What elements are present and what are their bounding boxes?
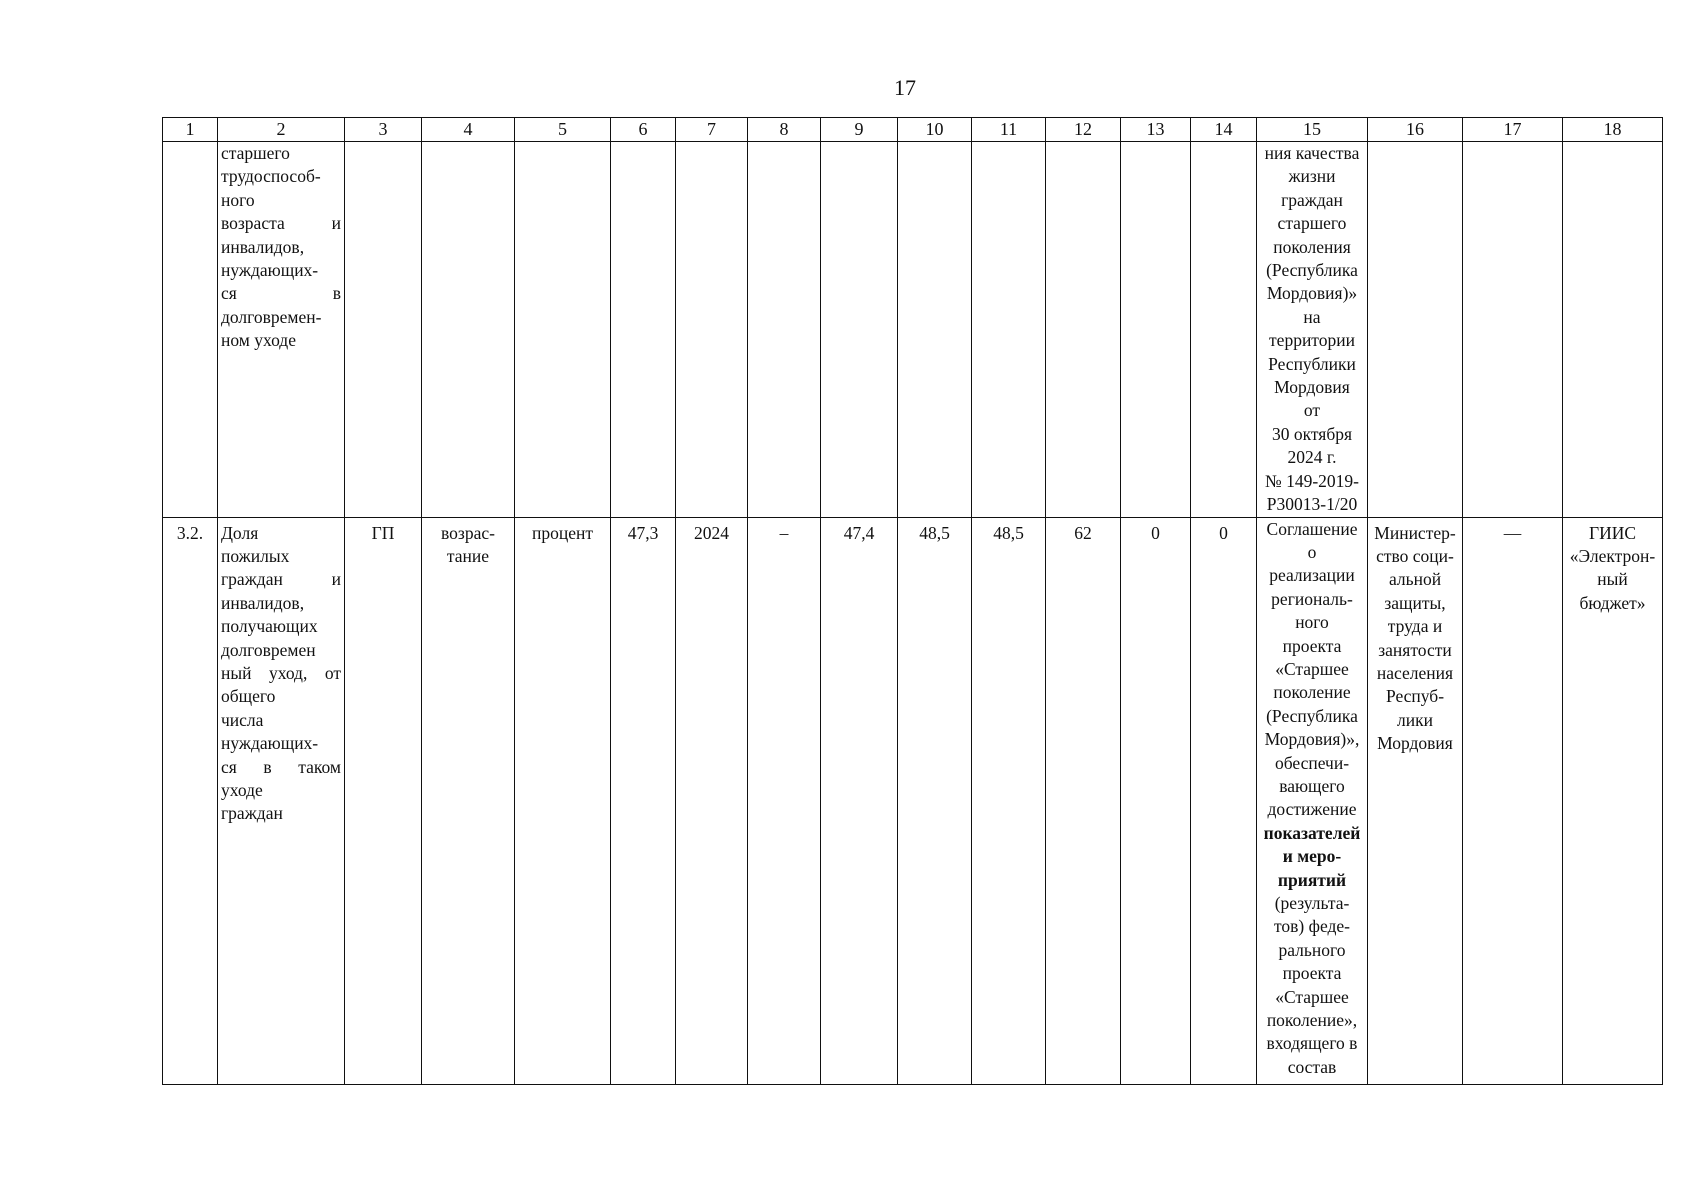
text-line: 30 октября (1271, 423, 1353, 444)
text-line: ся в таком (221, 756, 341, 777)
text-line: трудоспособ- (221, 166, 321, 187)
text-line: Соглашение (1266, 518, 1358, 539)
indicators-table (162, 117, 1663, 1085)
text-line: Р30013-1/20 (1266, 494, 1358, 515)
text-line: Респуб- (1385, 686, 1445, 707)
text-line: общего (221, 686, 276, 707)
cell (1463, 142, 1563, 518)
text-line: Мордовия (1377, 733, 1453, 754)
text-line: приятий (1277, 869, 1347, 890)
text-line: проекта (1282, 635, 1342, 656)
text-line: и меро- (1282, 846, 1342, 867)
text-line: Мордовия (1274, 377, 1350, 398)
text-line: региональ- (1271, 588, 1353, 609)
text-line: поколение», (1266, 1010, 1358, 1031)
text-line: тание (446, 545, 490, 566)
text-line: ГИИС (1588, 522, 1637, 543)
header-cell: 1 (163, 118, 218, 142)
header-cell: 14 (1191, 118, 1257, 142)
text-line: от (1303, 400, 1321, 421)
text-line: занятости (1378, 639, 1452, 660)
indicator-name-continued (218, 142, 345, 518)
text-line: ного (221, 189, 255, 210)
text-line: ния качества (1264, 143, 1360, 163)
value-col11: 48,5 (972, 517, 1046, 1084)
table-row-3-2 (163, 517, 1663, 1084)
cell (611, 142, 676, 518)
header-cell: 7 (676, 118, 748, 142)
text-line: показателей (1263, 822, 1361, 843)
text-line: уходе (221, 779, 263, 800)
source-document-cell (1257, 517, 1368, 1084)
text-line: «Старшее (1275, 986, 1349, 1007)
cell (898, 142, 972, 518)
cell (676, 142, 748, 518)
base-value-cell: 47,3 (611, 517, 676, 1084)
text-line: (Республика (1266, 260, 1358, 281)
header-cell: 4 (422, 118, 515, 142)
continuation-row (163, 142, 1663, 518)
header-cell: 17 (1463, 118, 1563, 142)
text-line: старшего (1277, 213, 1347, 234)
text-line: старшего (221, 143, 290, 163)
text-line: проекта (1282, 963, 1342, 984)
text-line: Республики (1268, 353, 1356, 374)
responsible-cell (1368, 517, 1463, 1084)
base-year-cell: 2024 (676, 517, 748, 1084)
level-cell: ГП (345, 517, 422, 1084)
header-cell: 18 (1563, 118, 1663, 142)
text-line: граждан и (221, 569, 341, 590)
text-line: долговремен- (221, 306, 322, 327)
text-line: реализации (1269, 565, 1355, 586)
text-line: территории (1269, 330, 1355, 351)
value-col12: 62 (1046, 517, 1121, 1084)
header-cell: 6 (611, 118, 676, 142)
text-line: лики (1397, 709, 1433, 730)
text-line: защиты, (1384, 592, 1446, 613)
text-line: населения (1376, 662, 1454, 683)
text-line: тов) феде- (1273, 916, 1350, 937)
value-col17: — (1463, 517, 1563, 1084)
cell (1046, 142, 1121, 518)
value-col10: 48,5 (898, 517, 972, 1084)
text-line: ся в (221, 283, 341, 304)
text-line: 2024 г. (1287, 447, 1337, 468)
header-cell: 10 (898, 118, 972, 142)
indicator-name (218, 517, 345, 1084)
text-line: о (1307, 541, 1317, 562)
text-line: поколение (1273, 682, 1351, 703)
text-line: Мордовия)» (1266, 283, 1358, 304)
row-number: 3.2. (163, 517, 218, 1084)
text-line: (результа- (1274, 893, 1350, 913)
text-line: граждан (1281, 189, 1343, 210)
text-line: Мордовия)», (1264, 729, 1360, 750)
text-line: Доля (221, 522, 259, 543)
text-line: инвалидов, (221, 592, 305, 613)
text-line: числа (221, 709, 264, 730)
text-line: ного (1295, 612, 1329, 633)
value-col13: 0 (1121, 517, 1191, 1084)
cell (345, 142, 422, 518)
text-line: «Электрон- (1569, 545, 1656, 566)
cell (1121, 142, 1191, 518)
cell (515, 142, 611, 518)
text-line: «Старшее (1275, 658, 1349, 679)
text-line: возрас- (441, 522, 495, 543)
text-line: ный (1597, 569, 1628, 590)
text-line: входящего в (1266, 1033, 1358, 1054)
text-line: ный уход, от (221, 662, 341, 683)
cell (163, 142, 218, 518)
text-line: возраста и (221, 213, 341, 234)
header-cell: 11 (972, 118, 1046, 142)
page-number: 17 (894, 75, 916, 100)
text-line: инвалидов, (221, 236, 305, 257)
text-line: вающего (1279, 775, 1345, 796)
text-line: на (1303, 306, 1321, 327)
value-col8: – (748, 517, 821, 1084)
text-line: поколения (1273, 236, 1351, 257)
text-line: состав (1287, 1056, 1337, 1077)
text-line: нуждающих- (221, 733, 319, 754)
text-line: альной (1388, 569, 1442, 590)
text-line: рального (1278, 939, 1346, 960)
value-col14: 0 (1191, 517, 1257, 1084)
header-cell: 5 (515, 118, 611, 142)
text-line: долговремен (221, 639, 316, 660)
text-line: № 149-2019- (1265, 470, 1359, 491)
header-cell: 8 (748, 118, 821, 142)
text-line: пожилых (221, 545, 290, 566)
cell (972, 142, 1046, 518)
header-cell: 13 (1121, 118, 1191, 142)
header-cell: 3 (345, 118, 422, 142)
column-number-row (163, 118, 1663, 142)
information-system-cell (1563, 517, 1663, 1084)
unit-cell: процент (515, 517, 611, 1084)
cell (821, 142, 898, 518)
text-line: Министер- (1374, 522, 1456, 543)
cell (1368, 142, 1463, 518)
header-cell: 9 (821, 118, 898, 142)
header-cell: 15 (1257, 118, 1368, 142)
text-line: ном уходе (221, 330, 296, 351)
text-line: граждан (221, 803, 283, 824)
text-line: получающих (221, 616, 318, 637)
text-line: жизни (1288, 166, 1336, 187)
header-cell: 12 (1046, 118, 1121, 142)
text-line: обеспечи- (1274, 752, 1350, 773)
trend-cell (422, 517, 515, 1084)
cell (1563, 142, 1663, 518)
text-line: труда и (1387, 616, 1443, 637)
cell (422, 142, 515, 518)
cell (748, 142, 821, 518)
text-line: ство соци- (1376, 545, 1454, 566)
cell (1191, 142, 1257, 518)
value-col9: 47,4 (821, 517, 898, 1084)
source-document-continued (1257, 142, 1368, 518)
header-cell: 2 (218, 118, 345, 142)
text-line: (Республика (1266, 705, 1358, 726)
text-line: достижение (1267, 799, 1357, 820)
text-line: нуждающих- (221, 260, 319, 281)
text-line: бюджет» (1579, 592, 1646, 613)
header-cell: 16 (1368, 118, 1463, 142)
